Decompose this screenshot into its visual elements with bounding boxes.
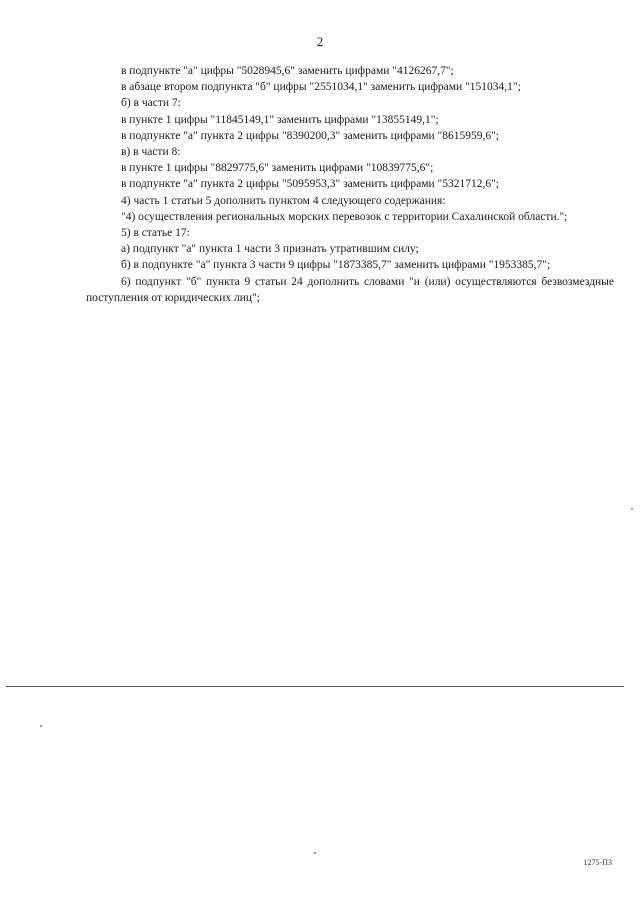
paragraph: в пункте 1 цифры "11845149,1" заменить цифрами "13855149,1"; [121, 113, 439, 126]
paragraph: в пункте 1 цифры "8829775,6" заменить цифрами "10839775,6"; [121, 162, 434, 175]
paragraph: 4) часть 1 статьи 5 дополнить пунктом 4 следующего содержания: [121, 194, 446, 207]
paragraph: в подпункте "а" пункта 2 цифры "8390200,3" заменить цифрами "8615959,6"; [121, 129, 499, 142]
document-body [86, 63, 614, 306]
paragraph: в подпункте "а" пункта 2 цифры "5095953,3" заменить цифрами "5321712,6"; [121, 178, 499, 191]
document-code: 1275-ПЗ [583, 858, 612, 867]
paragraph: б) в подпункте "а" пункта 3 части 9 цифры "1873385,7" заменить цифрами "1953385,7"; [121, 259, 551, 272]
scan-speck [40, 725, 42, 727]
paragraph: в подпункте "а" цифры "5028945,6" заменить цифрами "4126267,7"; [121, 65, 454, 77]
paragraph: б) в части 7: [121, 97, 181, 110]
scan-speck [314, 852, 316, 854]
scan-speck [631, 508, 633, 510]
paragraph: в) в части 8: [121, 146, 181, 159]
paragraph: 5) в статье 17: [121, 227, 190, 240]
paragraph: 6) подпункт "б" пункта 9 статьи 24 дополнить словами "и (или) осуществляются безвозмездные поступления от юридических лиц"; [86, 275, 614, 304]
page-number: 2 [316, 34, 324, 49]
horizontal-divider [6, 686, 624, 687]
paragraph: "4) осуществления региональных морских перевозок с территории Сахалинской области."; [121, 210, 568, 223]
paragraph: а) подпункт "а" пункта 1 части 3 признать утратившим силу; [121, 243, 419, 256]
paragraph: в абзаце втором подпункта "б" цифры "2551034,1" заменить цифрами "151034,1"; [121, 81, 521, 94]
